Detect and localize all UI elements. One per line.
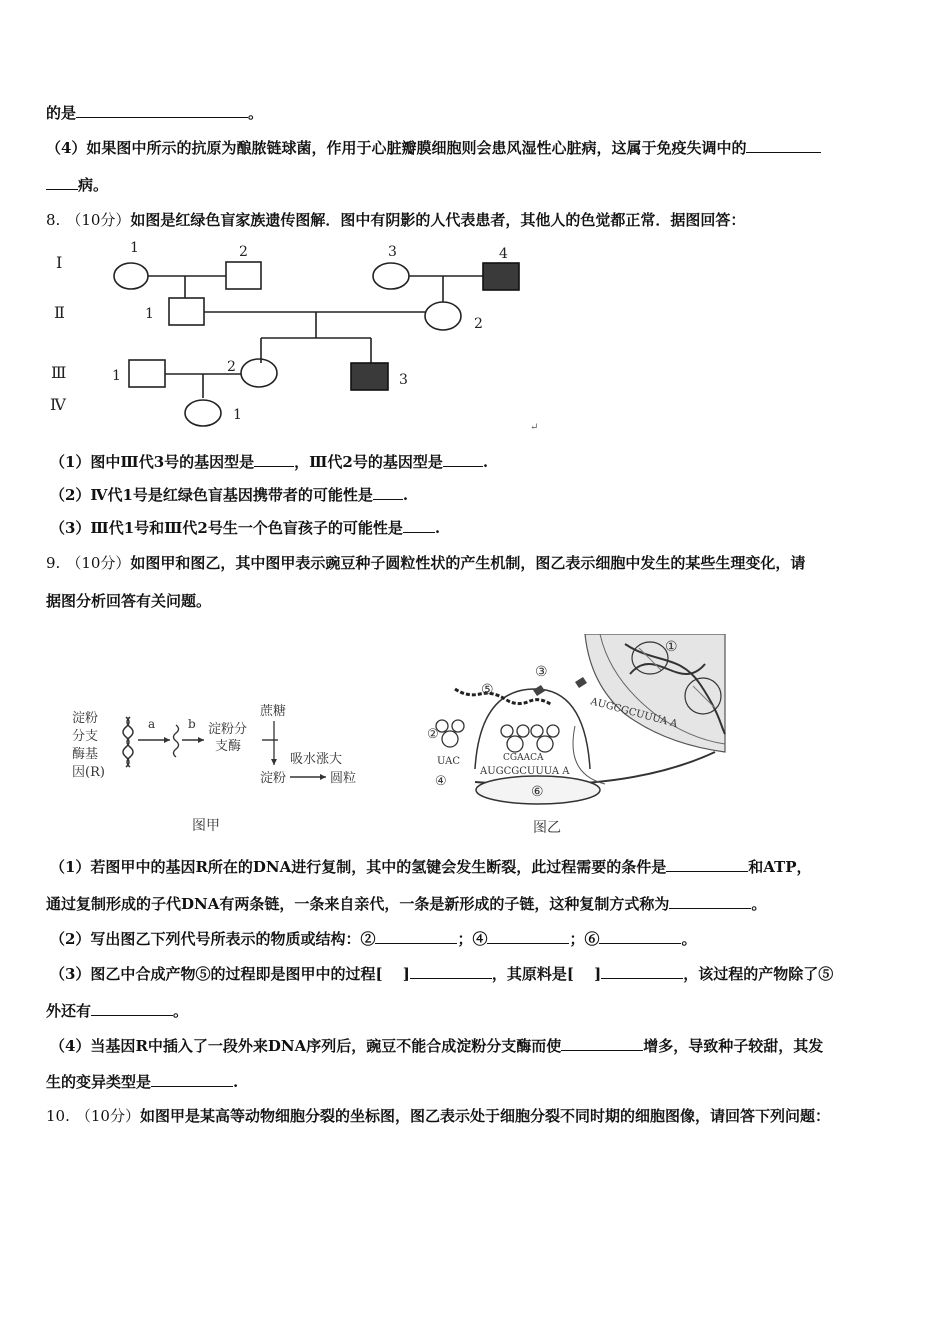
q8-part3: （3）Ⅲ代1号和Ⅲ代2号生一个色盲孩子的可能性是 . <box>50 519 441 537</box>
figure-jia <box>60 695 400 845</box>
q8-part1: （1）图中Ⅲ代3号的基因型是 ，Ⅲ代2号的基因型是 . <box>50 453 489 471</box>
answer-blank[interactable] <box>599 929 681 944</box>
svg-text:UAC: UAC <box>437 756 460 767</box>
svg-text:2: 2 <box>474 316 483 332</box>
svg-text:3: 3 <box>388 244 397 260</box>
answer-blank[interactable] <box>375 929 457 944</box>
svg-text:⑥: ⑥ <box>531 784 544 800</box>
svg-text:1: 1 <box>130 240 139 256</box>
question-number: 10. <box>46 1107 70 1125</box>
answer-blank[interactable] <box>410 964 492 979</box>
answer-blank[interactable] <box>443 452 483 467</box>
q9-part3-line1: （3）图乙中合成产物⑤的过程即是图甲中的过程[ ] ，其原料是[ ] ，该过程的产物除了⑤ <box>50 965 834 983</box>
svg-text:4: 4 <box>499 246 508 262</box>
question-score: （10分） <box>75 1107 140 1125</box>
figure-yi <box>425 634 745 839</box>
answer-blank[interactable] <box>669 894 751 909</box>
svg-text:③: ③ <box>535 664 548 680</box>
answer-blank[interactable] <box>403 518 435 533</box>
II-1-male <box>169 298 204 325</box>
gen-label-III: Ⅲ <box>51 363 67 382</box>
q9-stem-line1: 9. （10分）如图甲和图乙，其中图甲表示豌豆种子圆粒性状的产生机制，图乙表示细胞中发生的某些生理变化，请 <box>46 554 806 572</box>
svg-text:淀粉: 淀粉 <box>260 771 287 786</box>
q8-stem: 8. （10分）如图是红绿色盲家族遗传图解．图中有阴影的人代表患者，其他人的色觉都正常．据图回答： <box>46 211 746 229</box>
svg-text:分支: 分支 <box>72 729 99 744</box>
svg-text:淀粉分: 淀粉分 <box>208 722 248 737</box>
svg-text:2: 2 <box>227 359 236 375</box>
q7-tail-line: 的是 。 <box>46 104 264 122</box>
svg-text:AUGCGCUUUA A: AUGCGCUUUA A <box>589 696 679 731</box>
question-number: 9. <box>46 554 61 572</box>
svg-text:1: 1 <box>112 368 121 384</box>
svg-text:蔗糖: 蔗糖 <box>260 704 287 719</box>
svg-text:圆粒: 圆粒 <box>330 771 357 786</box>
svg-text:3: 3 <box>399 372 408 388</box>
q9-stem-line2: 据图分析回答有关问题。 <box>46 592 212 610</box>
answer-blank[interactable] <box>46 175 78 190</box>
q7-part4-line2: 病。 <box>46 175 108 195</box>
q10-stem: 10. （10分）如图甲是某高等动物细胞分裂的坐标图，图乙表示处于细胞分裂不同时期的细胞图像，请回答下列问题： <box>46 1107 830 1125</box>
question-number: 8. <box>46 211 61 229</box>
mrna-strand-icon <box>174 725 179 757</box>
III-1-male <box>129 360 165 387</box>
figure-yi-caption: 图乙 <box>533 820 561 836</box>
answer-blank[interactable] <box>254 452 294 467</box>
answer-blank[interactable] <box>373 485 403 500</box>
svg-text:淀粉: 淀粉 <box>72 711 99 726</box>
svg-text:CGAACA: CGAACA <box>503 753 544 763</box>
svg-text:⑤: ⑤ <box>481 682 494 698</box>
q9-part1-line1: （1）若图甲中的基因R所在的DNA进行复制，其中的氢键会发生断裂，此过程需要的条件是 和ATP， <box>50 858 812 876</box>
svg-text:因(R): 因(R) <box>72 765 105 780</box>
answer-blank[interactable] <box>151 1072 233 1087</box>
q7-tail-prefix: 的是 <box>46 104 77 122</box>
q9-part3-line2: 外还有 。 <box>46 1002 189 1020</box>
I-3-female <box>373 263 409 289</box>
q8-part2: （2）Ⅳ代1号是红绿色盲基因携带者的可能性是 . <box>50 486 409 504</box>
svg-text:④: ④ <box>435 774 447 789</box>
gen-label-I: Ⅰ <box>56 253 63 272</box>
svg-text:b: b <box>188 717 196 731</box>
svg-text:↵: ↵ <box>530 422 539 433</box>
q9-part2: （2）写出图乙下列代号所表示的物质或结构：② ；④ ；⑥ 。 <box>50 930 697 948</box>
answer-blank[interactable] <box>601 964 683 979</box>
svg-text:吸水涨大: 吸水涨大 <box>290 752 343 767</box>
gen-label-II: Ⅱ <box>54 303 65 322</box>
answer-blank[interactable] <box>561 1036 643 1051</box>
svg-text:1: 1 <box>145 306 154 322</box>
II-2-female <box>425 302 461 330</box>
svg-text:支酶: 支酶 <box>215 739 242 754</box>
IV-1-female <box>185 400 221 426</box>
svg-text:2: 2 <box>239 244 248 260</box>
gen-label-IV: Ⅳ <box>50 395 66 414</box>
svg-text:a: a <box>148 717 156 731</box>
svg-text:1: 1 <box>233 407 242 423</box>
q9-part1-line2: 通过复制形成的子代DNA有两条链，一条来自亲代，一条是新形成的子链，这种复制方式称为 。 <box>46 895 767 913</box>
I-4-affected-male <box>483 263 519 290</box>
I-1-female <box>114 263 148 289</box>
answer-blank[interactable] <box>487 929 569 944</box>
svg-text:酶基: 酶基 <box>72 747 99 762</box>
question-score: （10分） <box>66 211 131 229</box>
svg-text:AUGCGCUUUA A: AUGCGCUUUA A <box>480 766 570 777</box>
svg-text:②: ② <box>427 727 439 742</box>
answer-blank[interactable] <box>76 103 248 118</box>
III-2-female <box>241 359 277 387</box>
pedigree-chart <box>46 238 546 438</box>
question-score: （10分） <box>66 554 131 572</box>
answer-blank[interactable] <box>746 138 821 153</box>
q9-part4-line2: 生的变异类型是 . <box>46 1073 239 1091</box>
q9-part4-line1: （4）当基因R中插入了一段外来DNA序列后，豌豆不能合成淀粉分支酶而使 增多，导致种子较甜，其发 <box>50 1037 824 1055</box>
I-2-male <box>226 262 261 289</box>
q7-part4-line1: （4）如果图中所示的抗原为酿脓链球菌，作用于心脏瓣膜细胞则会患风湿性心脏病，这属于免疫失调中的 <box>46 138 821 158</box>
answer-blank[interactable] <box>666 857 748 872</box>
svg-text:①: ① <box>665 639 678 655</box>
answer-blank[interactable] <box>91 1001 173 1016</box>
figure-jia-caption: 图甲 <box>192 818 220 834</box>
III-3-affected-male <box>351 363 388 390</box>
